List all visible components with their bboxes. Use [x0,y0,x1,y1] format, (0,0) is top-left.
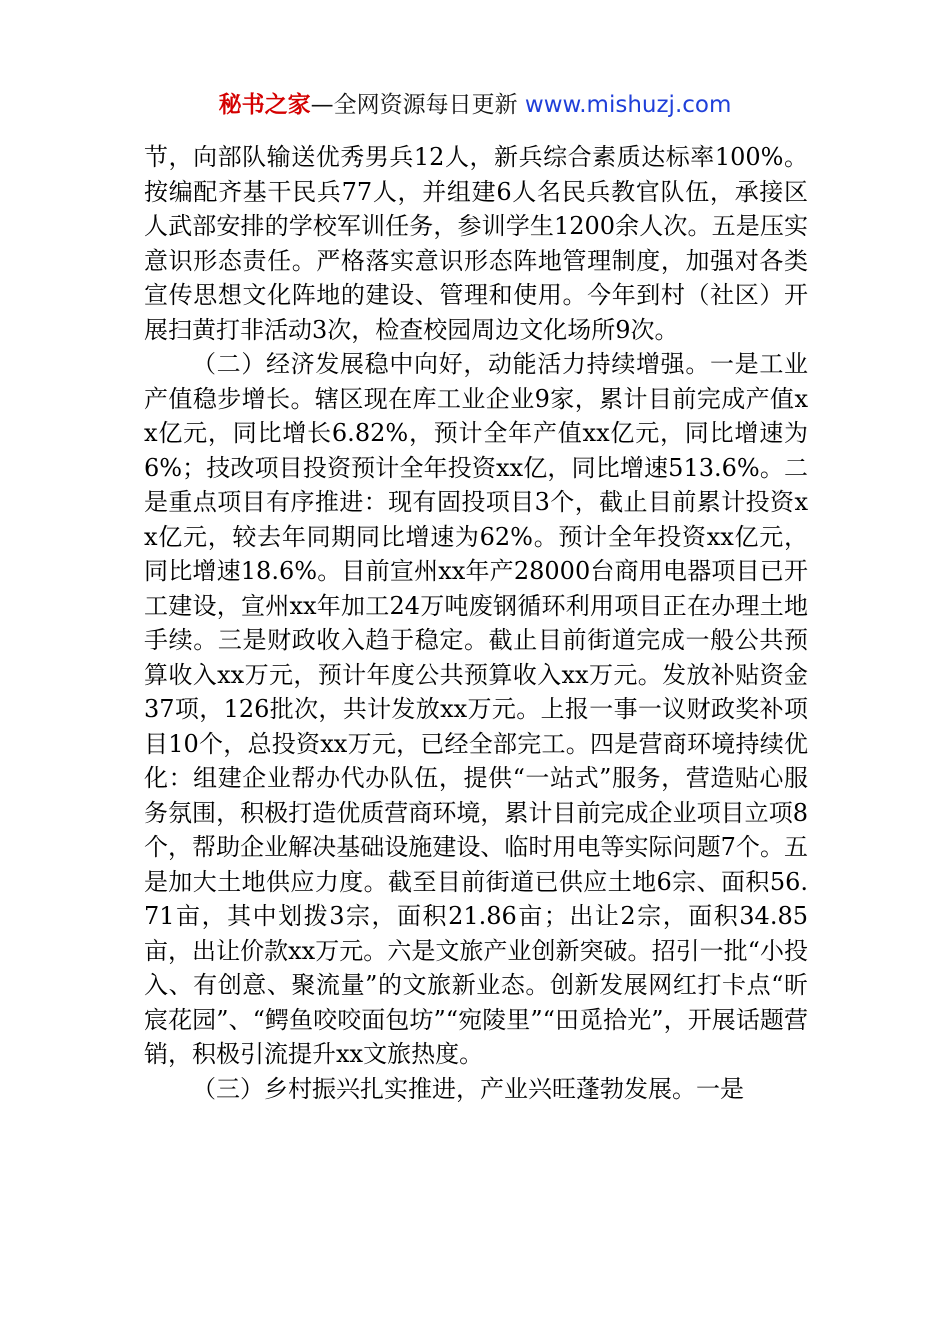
site-header [0,88,950,122]
paragraph-economic-development: （二）经济发展稳中向好，动能活力持续增强。一是工业产值稳步增长。辖区现在库工业企业9家，累计目前完成产值xx亿元，同比增长6.82%，预计全年产值xx亿元，同比增速为6%；技改项目投资预计全年投资xx亿，同比增速513.6%。二是重点项目有序推进：现有固投项目3个，截止目前累计投资xx亿元，较去年同期同比增速为62%。预计全年投资xx亿元，同比增速18.6%。目前宣州xx年产28000台商用电器项目已开工建设，宣州xx年加工24万吨废钢循环利用项目正在办理土地手续。三是财政收入趋于稳定。截止目前街道完成一般公共预算收入xx万元，预计年度公共预算收入xx万元。发放补贴资金37项，126批次，共计发放xx万元。上报一事一议财政奖补项目10个，总投资xx万元，已经全部完工。四是营商环境持续优化：组建企业帮办代办队伍，提供“一站式”服务，营造贴心服务氛围，积极打造优质营商环境，累计目前完成企业项目立项8个，帮助企业解决基础设施建设、临时用电等实际问题7个。五是加大土地供应力度。截至目前街道已供应土地6宗、面积56.71亩，其中划拨3宗，面积21.86亩；出让2宗，面积34.85亩，出让价款xx万元。六是文旅产业创新突破。招引一批“小投入、有创意、聚流量”的文旅新业态。创新发展网红打卡点“昕宸花园”、“鳄鱼咬咬面包坊”“宛陵里”“田觅拾光”，开展话题营销，积极引流提升xx文旅热度。 [144,350,808,1068]
paragraph-rural-revitalization: （三）乡村振兴扎实推进，产业兴旺蓬勃发展。一是 [192,1074,744,1103]
site-url-link[interactable]: www.mishuzj.com [524,92,732,118]
document-body [144,140,808,1106]
brand-name: 秘书之家 [218,92,311,118]
header-tagline: —全网资源每日更新 [310,92,518,118]
paragraph-continuation: 节，向部队输送优秀男兵12人，新兵综合素质达标率100%。按编配齐基干民兵77人，并组建6人名民兵教官队伍，承接区人武部安排的学校军训任务，参训学生1200余人次。五是压实意识形态责任。严格落实意识形态阵地管理制度，加强对各类宣传思想文化阵地的建设、管理和使用。今年到村（社区）开展扫黄打非活动3次，检查校园周边文化场所9次。 [144,143,808,344]
